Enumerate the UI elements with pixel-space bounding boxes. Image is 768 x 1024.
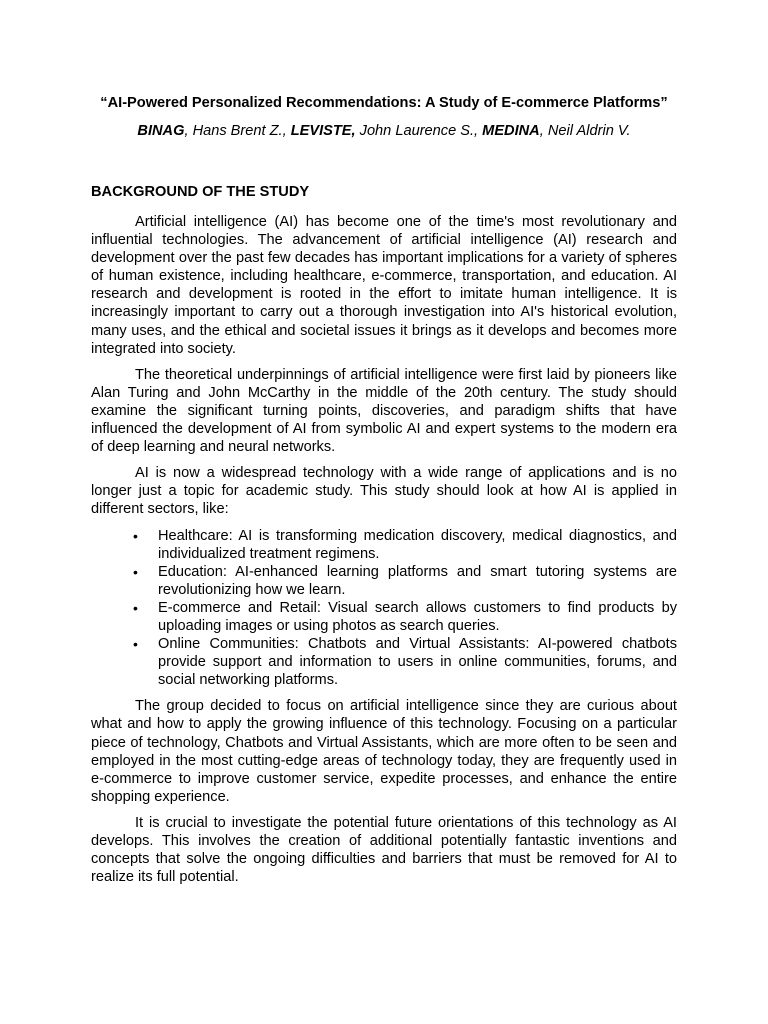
list-item — [91, 635, 677, 689]
body-paragraph: Artificial intelligence (AI) has become one of the time's most revolutionary and influential technologies. The advancement of artificial intelligence (AI) research and development over the past few decades has important implications for a variety of spheres of human existence, including healthcare, e-commerce, transportation, and education. AI research and development is rooted in the effort to imitate human intelligence. It is increasingly important to carry out a thorough investigation into AI's historical evolution, many uses, and the ethical and societal issues it brings as it develops and becomes more integrated into society. — [91, 214, 677, 357]
bullet-icon: • — [133, 563, 138, 580]
bullet-icon: • — [133, 527, 138, 544]
document-title: “AI-Powered Personalized Recommendations: A Study of E-commerce Platforms” — [100, 95, 668, 111]
author-separator: , — [539, 123, 548, 139]
author-given-name: Hans Brent Z. — [192, 123, 283, 139]
author-surname: MEDINA — [482, 123, 540, 139]
list-item — [91, 563, 677, 599]
author-separator: , — [474, 123, 483, 139]
list-item-text: Education: AI-enhanced learning platforms and smart tutoring systems are revolutionizing how we learn. — [158, 563, 677, 598]
body-paragraph: It is crucial to investigate the potential future orientations of this technology as AI develops. This involves the creation of additional potentially fantastic inventions and concepts that solve the ongoing difficulties and barriers that must be removed for AI to realize its full potential. — [91, 814, 677, 886]
document-body — [91, 183, 677, 894]
list-item-text: Online Communities: Chatbots and Virtual Assistants: AI-powered chatbots provide support and information to users in online communities, forums, and social networking platforms. — [158, 636, 677, 689]
author-line — [0, 121, 768, 141]
list-item-text: E-commerce and Retail: Visual search allows customers to find products by uploading images or using photos as search queries. — [158, 599, 677, 634]
section-heading: BACKGROUND OF THE STUDY — [91, 184, 310, 200]
bullet-icon: • — [133, 599, 138, 616]
author-separator: , — [184, 123, 193, 139]
body-paragraph: AI is now a widespread technology with a wide range of applications and is no longer just a topic for academic study. This study should look at how AI is applied in different sectors, like: — [91, 465, 677, 518]
sector-list — [91, 527, 677, 690]
list-item — [91, 599, 677, 635]
author-separator: , — [282, 123, 291, 139]
body-paragraph: The group decided to focus on artificial intelligence since they are curious about what and how to apply the growing influence of this technology. Focusing on a particular piece of technology, Chatbots and Virtual Assistants, which are more often to be seen and employed in the most cutting-edge areas of technology today, they are frequently used in e-commerce to improve customer service, expedite processes, and enhance the entire shopping experience. — [91, 698, 677, 805]
list-item-text: Healthcare: AI is transforming medication discovery, medical diagnostics, and individualized treatment regimens. — [158, 527, 677, 562]
author-surname: LEVISTE, — [290, 123, 356, 139]
author-surname: BINAG — [137, 123, 185, 139]
body-paragraph: The theoretical underpinnings of artificial intelligence were first laid by pioneers like Alan Turing and John McCarthy in the middle of the 20th century. The study should examine the significant turning points, discoveries, and paradigm shifts that have influenced the development of AI from symbolic AI and expert systems to the modern era of deep learning and neural networks. — [91, 366, 677, 456]
author-given-name: John Laurence S. — [359, 123, 475, 139]
list-item — [91, 527, 677, 563]
author-given-name: Neil Aldrin V. — [547, 123, 631, 139]
bullet-icon: • — [133, 636, 138, 653]
